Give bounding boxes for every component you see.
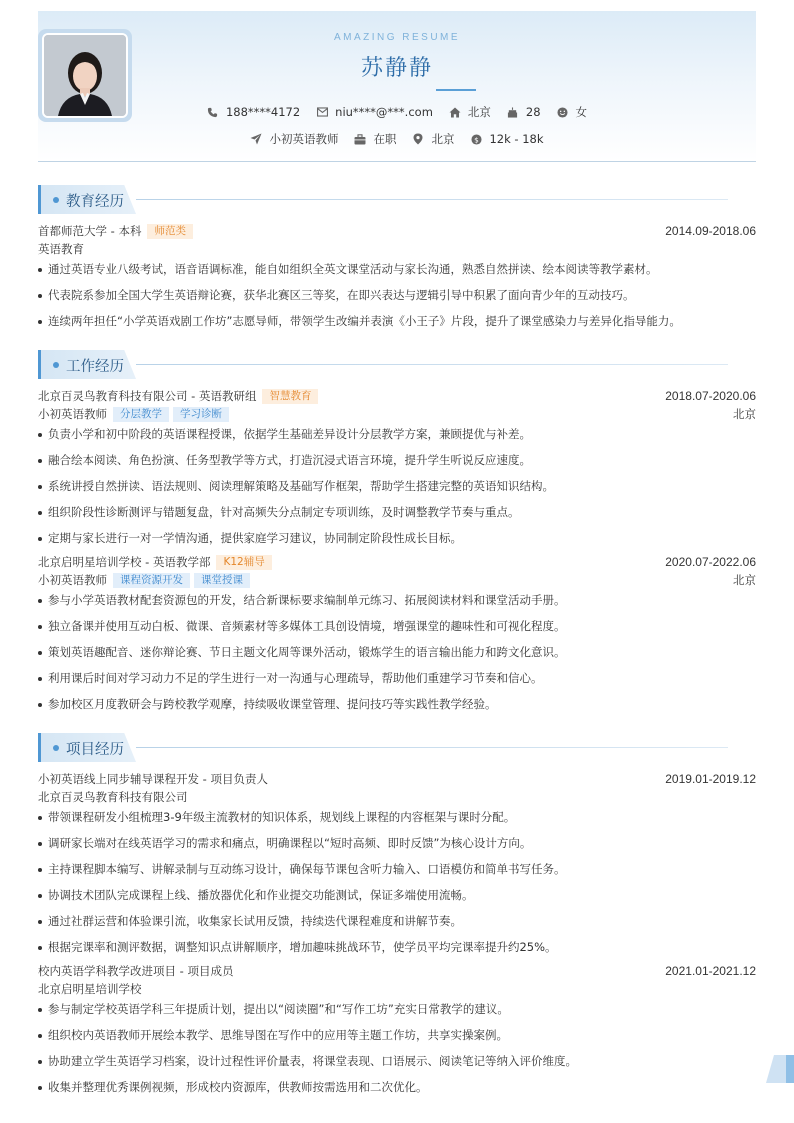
- phone-item: [207, 105, 300, 119]
- skill-tag: 课程资源开发: [113, 573, 190, 588]
- phone-icon: [207, 106, 219, 118]
- list-item: 协助建立学生英语学习档案，设计过程性评价量表，将课堂表现、口语展示、阅读笔记等纳入评价维度。: [38, 1053, 738, 1069]
- education-tag: 师范类: [147, 224, 193, 239]
- section-work-header: [38, 350, 728, 379]
- project-title-row: [38, 963, 756, 979]
- email-text: niu****@***.com: [335, 105, 433, 119]
- project-org-row: [38, 981, 756, 997]
- project-period: 2021.01-2021.12: [665, 964, 756, 978]
- list-item: 收集并整理优秀课例视频，形成校内资源库，供教师按需选用和二次优化。: [38, 1079, 738, 1095]
- target-city-text: 北京: [431, 132, 455, 146]
- work-company: 北京启明星培训学校 - 英语教学部: [38, 555, 211, 569]
- city-item: [449, 104, 491, 120]
- project-org: 北京启明星培训学校: [38, 982, 142, 996]
- list-item: 组织阶段性诊断测评与错题复盘，针对高频失分点制定专项训练，及时调整教学节奏与重点。: [38, 504, 738, 520]
- section-title: 项目经历: [66, 742, 124, 758]
- section-divider: [136, 199, 728, 200]
- work-location: 北京: [733, 573, 756, 587]
- section-title: 工作经历: [66, 359, 124, 375]
- education-school: 首都师范大学 - 本科: [38, 224, 142, 238]
- section-bullet-dot: [53, 745, 59, 751]
- project-org-row: [38, 789, 756, 805]
- project-title: 小初英语线上同步辅导课程开发 - 项目负责人: [38, 772, 268, 786]
- list-item: 代表院系参加全国大学生英语辩论赛，获华北赛区三等奖，在即兴表达与逻辑引导中积累了面向青少年的互动技巧。: [38, 287, 738, 303]
- work-role: 小初英语教师: [38, 573, 107, 587]
- list-item: 独立备课并使用互动白板、微课、音频素材等多媒体工具创设情境，增强课堂的趣味性和可视化程度。: [38, 618, 738, 634]
- mail-icon: [316, 106, 328, 118]
- section-bullet-dot: [53, 197, 59, 203]
- education-major: 英语教育: [38, 242, 84, 256]
- project-title-row: [38, 771, 756, 787]
- list-item: 连续两年担任“小学英语戏剧工作坊”志愿导师，带领学生改编并表演《小王子》片段，提升了课堂感染力与差异化指导能力。: [38, 313, 738, 329]
- education-period: 2014.09-2018.06: [665, 224, 756, 238]
- list-item: 参加校区月度教研会与跨校教学观摩，持续吸收课堂管理、提问技巧等实践性教学经验。: [38, 696, 738, 712]
- age-item: [507, 105, 541, 119]
- gender-text: 女: [575, 105, 588, 119]
- list-item: 融合绘本阅读、角色扮演、任务型教学等方式，打造沉浸式语言环境，提升学生听说反应速度。: [38, 452, 738, 468]
- work-company-row: [38, 388, 756, 404]
- work-period: 2018.07-2020.06: [665, 389, 756, 403]
- candidate-name: 苏静静: [360, 56, 433, 81]
- cake-icon: [507, 106, 519, 118]
- job-intent-row: [38, 131, 756, 147]
- age-text: 28: [525, 105, 541, 119]
- status-item: [354, 131, 396, 147]
- list-item: 协调技术团队完成课程上线、播放器优化和作业提交功能测试，保证多端使用流畅。: [38, 887, 738, 903]
- salary-text: 12k - 18k: [489, 132, 544, 146]
- target-job-text: 小初英语教师: [269, 132, 339, 146]
- education-major-row: [38, 241, 756, 257]
- work-period: 2020.07-2022.06: [665, 555, 756, 569]
- section-divider: [136, 747, 728, 748]
- contact-row: [38, 104, 756, 120]
- section-project-header: [38, 733, 728, 762]
- section-bullet-dot: [53, 362, 59, 368]
- work-tag: 智慧教育: [262, 389, 318, 404]
- list-item: 主持课程脚本编写、讲解录制与互动练习设计，确保每节课包含听力输入、口语模仿和简单书写任务。: [38, 861, 738, 877]
- skill-tag: 学习诊断: [173, 407, 229, 422]
- smile-icon: [557, 106, 569, 118]
- section-divider: [136, 364, 728, 365]
- target-city-item: [412, 131, 454, 147]
- education-school-row: [38, 223, 756, 239]
- project-period: 2019.01-2019.12: [665, 772, 756, 786]
- work-role-row: [38, 572, 756, 588]
- list-item: 策划英语趣配音、迷你辩论赛、节日主题文化周等课外活动，锻炼学生的语言输出能力和跨文化意识。: [38, 644, 738, 660]
- send-icon: [250, 133, 262, 145]
- list-item: 根据完课率和测评数据，调整知识点讲解顺序，增加趣味挑战环节，使学员平均完课率提升约25%。: [38, 939, 738, 955]
- svg-text:$: $: [474, 134, 479, 144]
- list-item: 参与制定学校英语学科三年提质计划，提出以“阅读圈”和“写作工坊”充实日常教学的建议。: [38, 1001, 738, 1017]
- gender-item: [557, 104, 588, 120]
- money-icon: [470, 133, 482, 145]
- work-tag: K12辅导: [216, 555, 271, 570]
- resume-header: [38, 11, 756, 162]
- list-item: 参与小学英语教材配套资源包的开发，结合新课标要求编制单元练习、拓展阅读材料和课堂活动手册。: [38, 592, 738, 608]
- list-item: 通过英语专业八级考试，语音语调标准，能自如组织全英文课堂活动与家长沟通，熟悉自然拼读、绘本阅读等教学素材。: [38, 261, 738, 277]
- project-title: 校内英语学科教学改进项目 - 项目成员: [38, 964, 234, 978]
- work-role: 小初英语教师: [38, 407, 107, 421]
- skill-tag: 课堂授课: [194, 573, 250, 588]
- salary-item: [470, 132, 543, 146]
- briefcase-icon: [354, 133, 366, 145]
- list-item: 调研家长端对在线英语学习的需求和痛点，明确课程以“短时高频、即时反馈”为核心设计方向。: [38, 835, 738, 851]
- list-item: 利用课后时间对学习动力不足的学生进行一对一沟通与心理疏导，帮助他们重建学习节奏和信心。: [38, 670, 738, 686]
- status-text: 在职: [373, 132, 397, 146]
- list-item: 定期与家长进行一对一学情沟通，提供家庭学习建议，协同制定阶段性成长目标。: [38, 530, 738, 546]
- target-job-item: [250, 131, 338, 147]
- name-underline: [436, 89, 476, 91]
- list-item: 组织校内英语教师开展绘本教学、思维导图在写作中的应用等主题工作坊，共享实操案例。: [38, 1027, 738, 1043]
- work-company: 北京百灵鸟教育科技有限公司 - 英语教研组: [38, 389, 257, 403]
- list-item: 通过社群运营和体验课引流，收集家长试用反馈，持续迭代课程难度和讲解节奏。: [38, 913, 738, 929]
- skill-tag: 分层教学: [113, 407, 169, 422]
- section-education-header: [38, 185, 728, 214]
- phone-text: 188****4172: [225, 105, 301, 119]
- home-icon: [449, 106, 461, 118]
- city-text: 北京: [467, 105, 491, 119]
- list-item: 系统讲授自然拼读、语法规则、阅读理解策略及基础写作框架，帮助学生搭建完整的英语知识结构。: [38, 478, 738, 494]
- location-pin-icon: [412, 133, 424, 145]
- email-item: [316, 105, 433, 119]
- work-location: 北京: [733, 407, 756, 421]
- section-title: 教育经历: [66, 194, 124, 210]
- list-item: 带领课程研发小组梳理3-9年级主流教材的知识体系，规划线上课程的内容框架与课时分配。: [38, 809, 738, 825]
- list-item: 负责小学和初中阶段的英语课程授课，依据学生基础差异设计分层教学方案，兼顾提优与补差。: [38, 426, 738, 442]
- work-company-row: [38, 554, 756, 570]
- work-role-row: [38, 406, 756, 422]
- header-tagline: AMAZING RESUME: [333, 32, 461, 43]
- project-org: 北京百灵鸟教育科技有限公司: [38, 790, 188, 804]
- decorative-corner: [766, 1055, 794, 1083]
